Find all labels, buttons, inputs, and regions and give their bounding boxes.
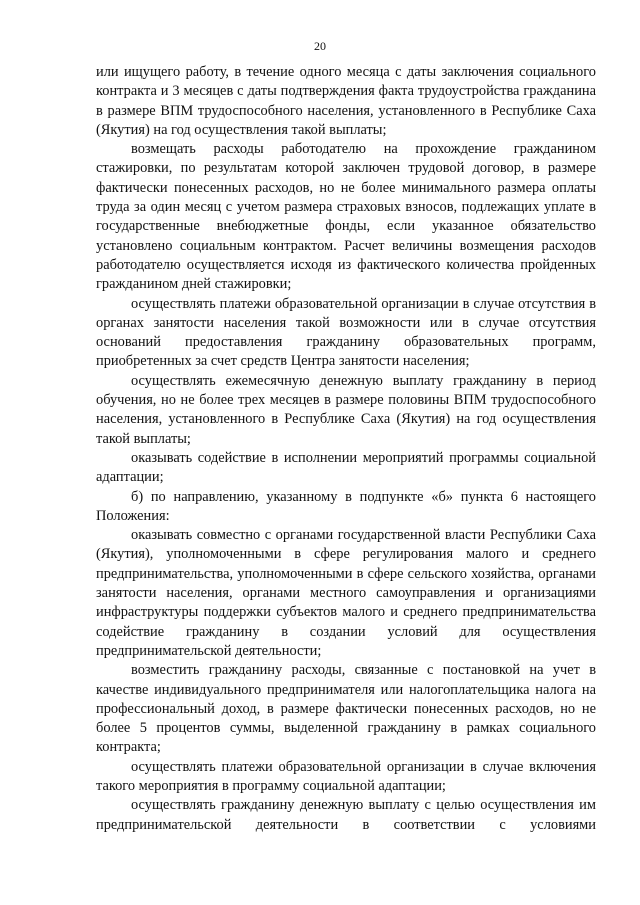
document-body xyxy=(96,63,596,835)
page-number: 20 xyxy=(314,39,326,53)
paragraph-7: оказывать совместно с органами государственной власти Республики Саха (Якутия), уполномоченными в сфере регулирования малого и среднего предпринимательства, уполномоченными в сфере сельского хозяйства, органами занятости населения, органами местного самоуправления и организациями инфраструктуры поддержки субъектов малого и среднего предпринимательства содействие гражданину в создании условий для осуществления предпринимательской деятельности; xyxy=(96,527,596,659)
paragraph-1: или ищущего работу, в течение одного месяца с даты заключения социального контракта и 3 месяцев с даты подтверждения факта трудоустройства гражданина в размере ВПМ трудоспособного населения, установленного в Республике Саха (Якутия) на год осуществления такой выплаты; xyxy=(96,64,596,138)
paragraph-2: возмещать расходы работодателю на прохождение гражданином стажировки, по результатам которой заключен трудовой договор, в размере фактически понесенных расходов, но не более минимального размера оплаты труда за один месяц с учетом размера страховых взносов, подлежащих уплате в государственные внебюджетные фонды, если указанное обязательство установлено социальным контрактом. Расчет величины возмещения расходов работодателю осуществляется исходя из фактического количества пройденных гражданином дней стажировки; xyxy=(96,141,596,293)
paragraph-6: б) по направлению, указанному в подпункте «б» пункта 6 настоящего Положения: xyxy=(96,488,596,524)
paragraph-10: осуществлять гражданину денежную выплату с целью осуществления им предпринимательской деятельности в соответствии с условиями xyxy=(96,797,596,833)
paragraph-8: возместить гражданину расходы, связанные с постановкой на учет в качестве индивидуального предпринимателя или налогоплательщика налога на профессиональный доход, в размере фактически понесенных расходов, но не более 5 процентов суммы, выделенной гражданину в рамках социального контракта; xyxy=(96,662,596,756)
paragraph-9: осуществлять платежи образовательной организации в случае включения такого мероприятия в программу социальной адаптации; xyxy=(96,758,596,794)
paragraph-5: оказывать содействие в исполнении мероприятий программы социальной адаптации; xyxy=(96,449,596,486)
paragraph-4: осуществлять ежемесячную денежную выплату гражданину в период обучения, но не более трех месяцев в размере половины ВПМ трудоспособного населения, установленного в Республике Саха (Якутия) на год осуществления такой выплаты; xyxy=(96,372,596,447)
paragraph-3: осуществлять платежи образовательной организации в случае отсутствия в органах занятости населения такой возможности или в случае отсутствия оснований предоставления гражданину образовательных программ, приобретенных за счет средств Центра занятости населения; xyxy=(96,295,596,370)
